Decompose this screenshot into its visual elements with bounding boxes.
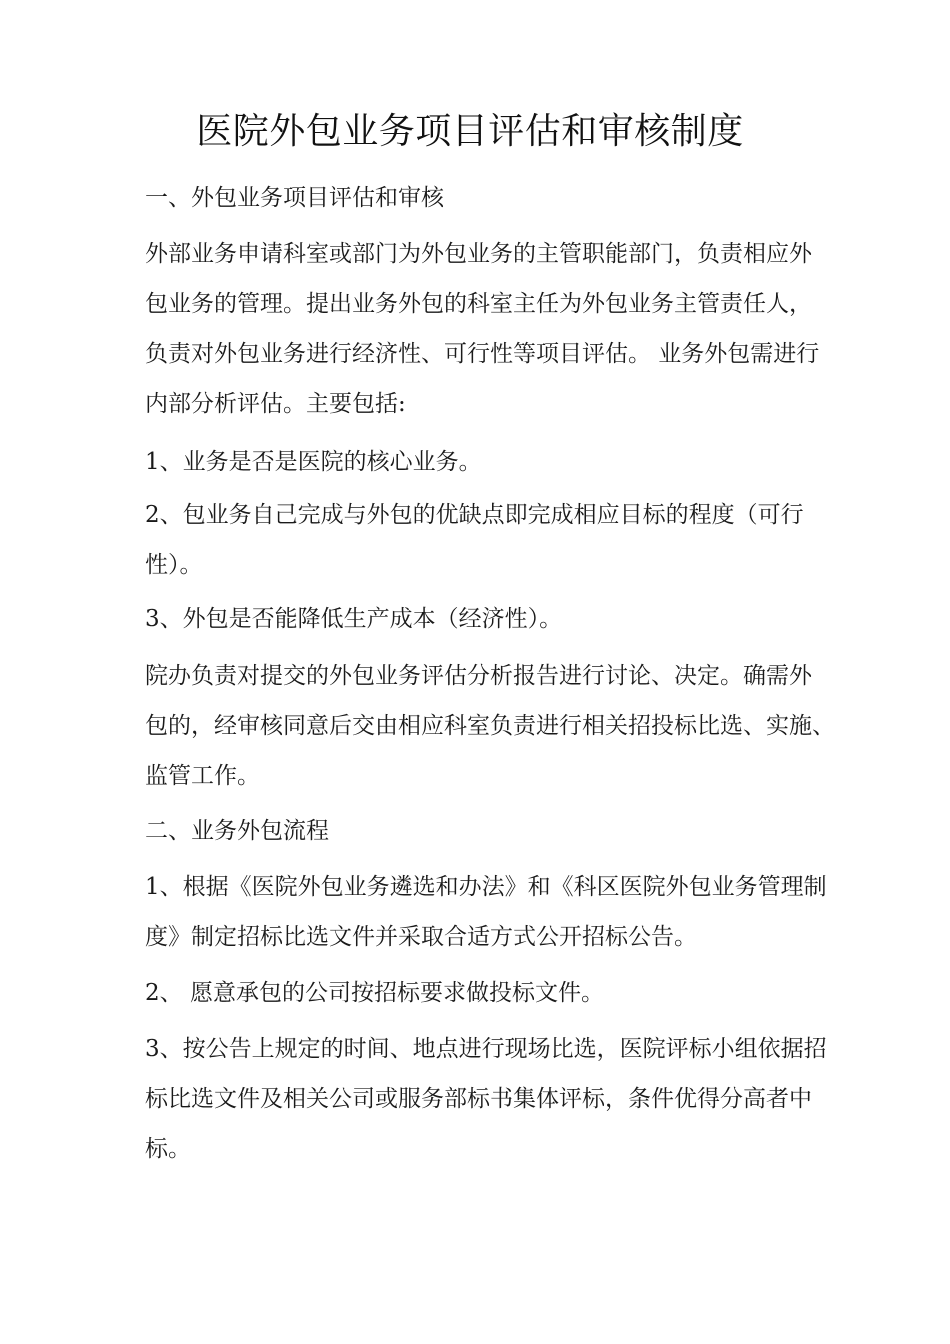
text-line: 2、包业务自己完成与外包的优缺点即完成相应目标的程度（可行	[145, 502, 804, 528]
text-line: 标。	[145, 1136, 191, 1162]
text-line: 性）。	[145, 552, 203, 578]
paragraph-responsibility	[145, 229, 820, 429]
text-line: 3、外包是否能降低生产成本（经济性）。	[145, 606, 563, 632]
text-line: 包业务的管理。提出业务外包的科室主任为外包业务主管责任人，	[145, 291, 812, 317]
process-step-2	[145, 968, 810, 1018]
text-line: 标比选文件及相关公司或服务部标书集体评标，条件优得分高者中	[145, 1086, 812, 1112]
text-line: 2、 愿意承包的公司按招标要求做投标文件。	[145, 980, 604, 1006]
document-title: 医院外包业务项目评估和审核制度	[196, 111, 744, 152]
text-line: 二、业务外包流程	[145, 818, 329, 844]
text-line: 度》制定招标比选文件并采取合适方式公开招标公告。	[145, 924, 697, 950]
list-item-cost	[145, 594, 810, 644]
list-item-feasibility	[145, 490, 810, 590]
text-line: 外部业务申请科室或部门为外包业务的主管职能部门，负责相应外	[145, 241, 812, 267]
text-line: 院办负责对提交的外包业务评估分析报告进行讨论、决定。确需外	[145, 663, 812, 689]
section-heading-evaluation	[145, 173, 810, 223]
text-line: 1、根据《医院外包业务遴选和办法》和《科区医院外包业务管理制	[145, 874, 827, 900]
text-line: 1、业务是否是医院的核心业务。	[145, 449, 482, 475]
text-line: 内部分析评估。主要包括:	[145, 391, 406, 417]
text-line: 包的，经审核同意后交由相应科室负责进行相关招投标比选、实施、	[145, 713, 835, 739]
text-line: 3、按公告上规定的时间、地点进行现场比选，医院评标小组依据招	[145, 1036, 827, 1062]
text-line: 负责对外包业务进行经济性、可行性等项目评估。 业务外包需进行	[145, 341, 820, 367]
process-step-1	[145, 862, 827, 962]
section-heading-process	[145, 806, 810, 856]
text-line: 监管工作。	[145, 763, 260, 789]
list-item-core-business	[145, 437, 810, 487]
process-step-3	[145, 1024, 827, 1174]
text-line: 一、外包业务项目评估和审核	[145, 185, 444, 211]
paragraph-decision	[145, 651, 835, 801]
